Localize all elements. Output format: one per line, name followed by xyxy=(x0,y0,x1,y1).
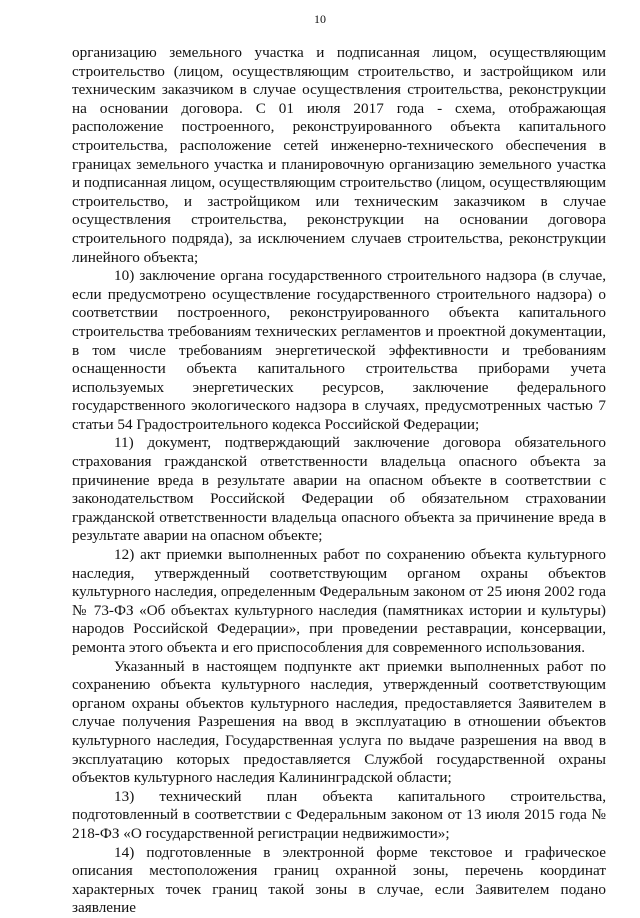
paragraph-note: Указанный в настоящем подпункте акт приемки выполненных работ по сохранению объекта культурного наследия, утвержденный соответствующим органом охраны объектов культурного наследия, предоставляется Заявителем в случае получения Разрешения на ввод в эксплуатацию в отношении объектов культурного наследия, Государственная услуга по выдаче разрешения на ввод в эксплуатацию которых предоставляется Службой государственной охраны объектов культурного наследия Калининградской области; xyxy=(72,657,606,787)
paragraph-item-10: 10) заключение органа государственного строительного надзора (в случае, если предусмотрено осуществление государственного строительного надзора) о соответствии построенного, реконструированного объекта капитального строительства требованиям технических регламентов и проектной документации, в том числе требованиям энергетической эффективности и требованиям оснащенности объекта капитального строительства приборами учета используемых энергетических ресурсов, заключение федерального государственного экологического надзора в случаях, предусмотренных частью 7 статьи 54 Градостроительного кодекса Российской Федерации; xyxy=(72,267,606,433)
paragraph-item-14: 14) подготовленные в электронной форме текстовое и графическое описания местоположения границ охранной зоны, перечень координат характерных точек границ такой зоны в случае, если Заявителем подано заявление xyxy=(72,843,606,917)
paragraph-item-12: 12) акт приемки выполненных работ по сохранению объекта культурного наследия, утвержденный соответствующим органом охраны объектов культурного наследия, определенным Федеральным законом от 25 июня 2002 года № 73-ФЗ «Об объектах культурного наследия (памятниках истории и культуры) народов Российской Федерации», при проведении реставрации, консервации, ремонта этого объекта и его приспособления для современного использования. xyxy=(72,546,606,656)
document-body xyxy=(72,44,606,918)
paragraph-continuation: организацию земельного участка и подписанная лицом, осуществляющим строительство (лицом, осуществляющим строительство, и застройщиком или техническим заказчиком в случае осуществления строительства, реконструкции на основании договора. С 01 июля 2017 года - схема, отображающая расположение построенного, реконструированного объекта капитального строительства, расположение сетей инженерно-технического обеспечения в границах земельного участка и планировочную организацию земельного участка и подписанная лицом, осуществляющим строительство (лицом, осуществляющим строительство, и застройщиком или техническим заказчиком в случае осуществления строительства, реконструкции на основании договора строительного подряда), за исключением случаев строительства, реконструкции линейного объекта; xyxy=(72,44,607,266)
paragraph-item-13: 13) технический план объекта капитального строительства, подготовленный в соответствии с Федеральным законом от 13 июля 2015 года № 218-ФЗ «О государственной регистрации недвижимости»; xyxy=(72,787,606,842)
page-number: 10 xyxy=(314,12,326,26)
paragraph-item-11: 11) документ, подтверждающий заключение договора обязательного страхования гражданской ответственности владельца опасного объекта за причинение вреда в результате аварии на опасном объекте в соответствии с законодательством Российской Федерации об обязательном страховании гражданской ответственности владельца опасного объекта за причинение вреда в результате аварии на опасном объекте; xyxy=(72,434,606,545)
